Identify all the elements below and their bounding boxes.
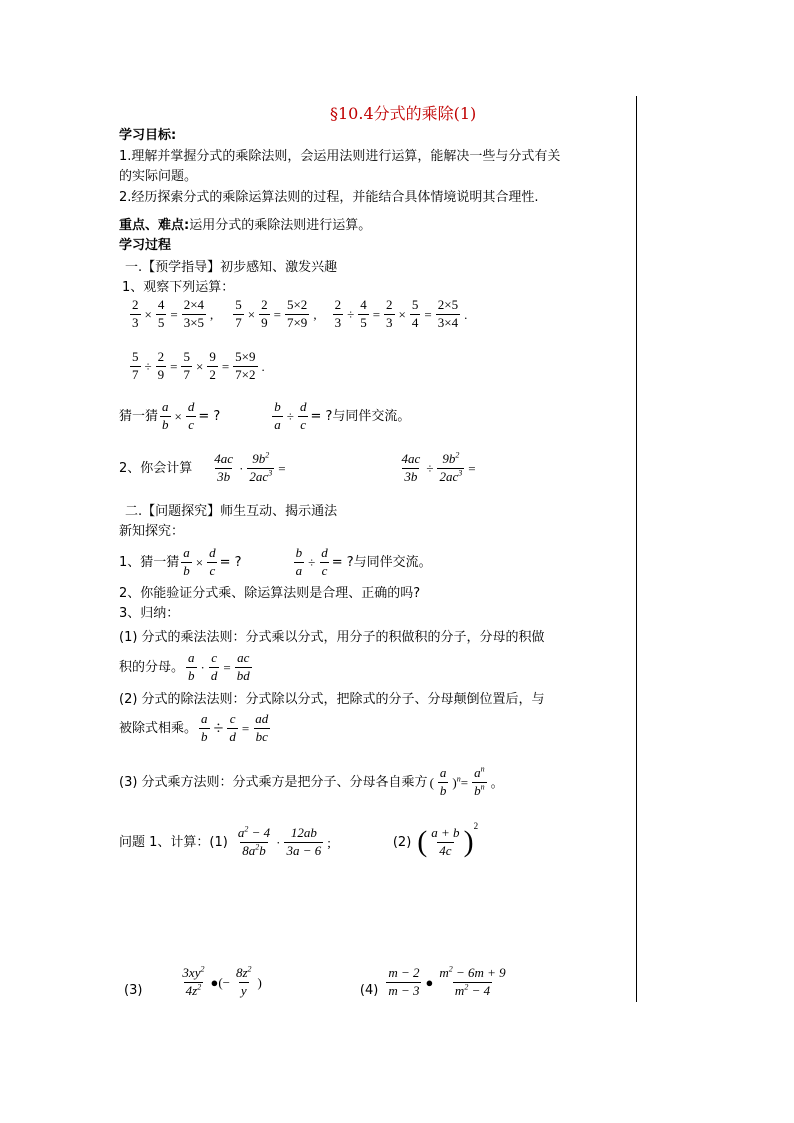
fraction: $\frac{a}{b}$ (201, 711, 208, 744)
observe-row-2: $\frac{5}{7}$ ÷ $\frac{2}{9}$ = $\frac{5}{7}$ × $\frac{9}{2}$ = $\frac{5\times 9}{7\times 2}$ . (132, 349, 265, 382)
fraction: $\frac{8z^2}{y}$ (235, 964, 252, 998)
fraction: $\frac{9}{2}$ (209, 349, 216, 382)
fraction: $\frac{m - 2}{m - 3}$ (388, 965, 420, 998)
compute-line: 2、你会计算 $\frac{4ac}{3b}$ · $\frac{9b^2}{2ac^3}$ = $\frac{4ac}{3b}$ ÷ $\frac{9b^2}{2ac^3}$ = (119, 450, 476, 484)
fraction: $\frac{d}{c}$ (321, 545, 328, 578)
problem-1-label: 问题 1、计算： (119, 834, 210, 850)
fraction: $\frac{a + b}{4c}$ (431, 825, 460, 858)
guess-tail-2: = ?与同伴交流。 (310, 408, 411, 424)
problem-1-part-1: (1) (209, 834, 228, 850)
fraction: $\frac{b}{a}$ (274, 399, 281, 432)
fraction: $\frac{a}{b}$ (188, 650, 195, 683)
guess-label-2: 1、猜一猜 (119, 554, 180, 570)
fraction: $\frac{5\times 9}{7\times 2}$ (235, 349, 256, 382)
problem-1-part-3: (3) (124, 983, 143, 999)
guess-tail-1b: = ? (219, 554, 242, 570)
rule1-line2: 积的分母。 $\frac{a}{b}$ · $\frac{c}{d}$ = $\frac{ac}{bd}$ (119, 650, 250, 683)
rule2-line2: 被除式相乘。 $\frac{a}{b}$ ÷ $\frac{c}{d}$ = $\frac{ad}{bc}$ (119, 711, 269, 744)
fraction: $\frac{2}{3}$ (132, 297, 139, 330)
guess-tail-1: = ? (198, 408, 221, 424)
fraction: $\frac{ad}{bc}$ (255, 711, 269, 744)
fraction: $\frac{2\times 4}{3\times 5}$ (183, 297, 205, 330)
keypoints-label: 重点、难点: (119, 218, 190, 233)
section2-new: 新知探究： (119, 524, 185, 539)
page-title: §10.4分式的乘除(1) (330, 104, 477, 123)
fraction: $\frac{d}{c}$ (299, 399, 307, 432)
guess-line-1: 猜一猜 $\frac{a}{b}$ × $\frac{d}{c}$ = ? $\frac{b}{a}$ ÷ $\frac{d}{c}$ = ?与同伴交流。 (119, 399, 411, 432)
fraction: $\frac{4}{5}$ (360, 297, 367, 330)
rule3-line: (3) 分式乘方法则：分式乘方是把分子、分母各自乘方 ( $\frac{a}{b}$ )$^n$= $\frac{a^n}{b^n}$ 。 (119, 764, 504, 798)
fraction: $\frac{5}{4}$ (411, 297, 419, 330)
section1-heading: 一.【预学指导】初步感知、激发兴趣 (125, 260, 338, 275)
objective-1-line1: 1.理解并掌握分式的乘除法则，会运用法则进行运算，能解决一些与分式有关 (119, 149, 561, 164)
keypoints (119, 218, 371, 234)
fraction: $\frac{c}{d}$ (210, 650, 218, 683)
fraction: $\frac{ac}{bd}$ (236, 650, 250, 683)
guess-label: 猜一猜 (119, 408, 159, 424)
problem-1-part-4: (4) (359, 983, 379, 999)
fraction: $\frac{a^n}{b^n}$ (474, 764, 485, 798)
problem-1-line: 问题 1、计算： (1) $\frac{a^2 - 4}{8a^2b}$ · $\frac{12ab}{3a - 6}$ ; (2) ( $\frac{a + b}{4c}$ ) 2 (119, 821, 479, 859)
rule3-text: (3) 分式乘方法则：分式乘方是把分子、分母各自乘方 (119, 774, 428, 790)
fraction: $\frac{12ab}{3a - 6}$ (286, 825, 322, 858)
fraction: $\frac{5}{7}$ (183, 349, 190, 382)
fraction: $\frac{a}{b}$ (183, 545, 190, 578)
objective-2: 2.经历探索分式的乘除运算法则的过程，并能结合具体情境说明其合理性. (119, 190, 539, 205)
fraction: $\frac{5}{7}$ (235, 297, 242, 330)
problem-1-part-2: (2) (392, 834, 412, 850)
fraction: $\frac{2}{9}$ (261, 297, 268, 330)
fraction: $\frac{2}{9}$ (157, 349, 165, 382)
vertical-rule (636, 96, 637, 1002)
summary-label: 3、归纳： (119, 606, 180, 621)
fraction: $\frac{m^2 - 6m + 9}{m^2 - 4}$ (439, 964, 506, 998)
compute-label: 2、你会计算 (119, 460, 193, 476)
fraction: $\frac{a}{b}$ (439, 765, 447, 798)
keypoints-text: 运用分式的乘除法则进行运算。 (189, 218, 372, 233)
objective-1-line2: 的实际问题。 (119, 169, 198, 184)
objectives-heading: 学习目标: (119, 128, 177, 143)
section1-q1: 1、观察下列运算： (122, 280, 235, 295)
verify-question: 2、你能验证分式乘、除运算法则是合理、正确的吗? (119, 586, 421, 601)
fraction: $\frac{d}{c}$ (187, 399, 195, 432)
fraction: $\frac{4ac}{3b}$ (214, 451, 234, 484)
rule2-line1: (2) 分式的除法法则：分式除以分式，把除式的分子、分母颠倒位置后，与 (119, 692, 545, 707)
fraction: $\frac{c}{d}$ (229, 711, 236, 744)
fraction: $\frac{2\times 5}{3\times 4}$ (437, 297, 459, 330)
fraction: $\frac{5\times 2}{7\times 9}$ (286, 297, 308, 330)
fraction: $\frac{9b^2}{2ac^3}$ (439, 450, 463, 484)
fraction: $\frac{5}{7}$ (132, 349, 139, 382)
problem-1-line-2: (3) $\frac{3xy^2}{4z^2}$ ●(− $\frac{8z^2}{y}$ ) (4) $\frac{m - 2}{m - 3}$ ● $\frac{m^2 - 6m + 9}{m^2 - 4}$ (124, 964, 506, 999)
rule1-line1: (1) 分式的乘法法则：分式乘以分式，用分子的积做积的分子，分母的积做 (119, 630, 545, 645)
rule1-line2-text: 积的分母。 (119, 659, 185, 675)
fraction: $\frac{a}{b}$ (162, 399, 169, 432)
fraction: $\frac{3xy^2}{4z^2}$ (182, 964, 205, 998)
fraction: $\frac{2}{3}$ (386, 297, 393, 330)
rule2-line2-text: 被除式相乘。 (119, 720, 198, 736)
guess-line-2: 1、猜一猜 $\frac{a}{b}$ × $\frac{d}{c}$ = ? $\frac{b}{a}$ ÷ $\frac{d}{c}$ = ?与同伴交流。 (119, 545, 432, 578)
fraction: $\frac{4ac}{3b}$ (401, 451, 421, 484)
fraction: $\frac{4}{5}$ (157, 297, 165, 330)
fraction: $\frac{2}{3}$ (334, 297, 342, 330)
section2-heading: 二.【问题探究】师生互动、揭示通法 (125, 504, 338, 519)
fraction: $\frac{9b^2}{2ac^3}$ (249, 450, 273, 484)
guess-tail-2b: = ?与同伴交流。 (331, 554, 432, 570)
observe-row-1: $\frac{2}{3}$ × $\frac{4}{5}$ = $\frac{2\times 4}{3\times 5}$ , $\frac{5}{7}$ × $\frac{2}{9}$ = $\frac{5\times 2}{7\times 9}$ , $\frac{2}{3}$ ÷ $\frac{4}{5}$ = $\frac{2}{3}$ × $\frac{5}{4}$ = $\frac{2\times 5}{3\times 4}$ . (132, 297, 468, 330)
fraction: $\frac{a^2 - 4}{8a^2b}$ (237, 824, 271, 858)
process-heading: 学习过程 (119, 238, 172, 253)
fraction: $\frac{d}{c}$ (209, 545, 216, 578)
fraction: $\frac{b}{a}$ (295, 545, 303, 578)
